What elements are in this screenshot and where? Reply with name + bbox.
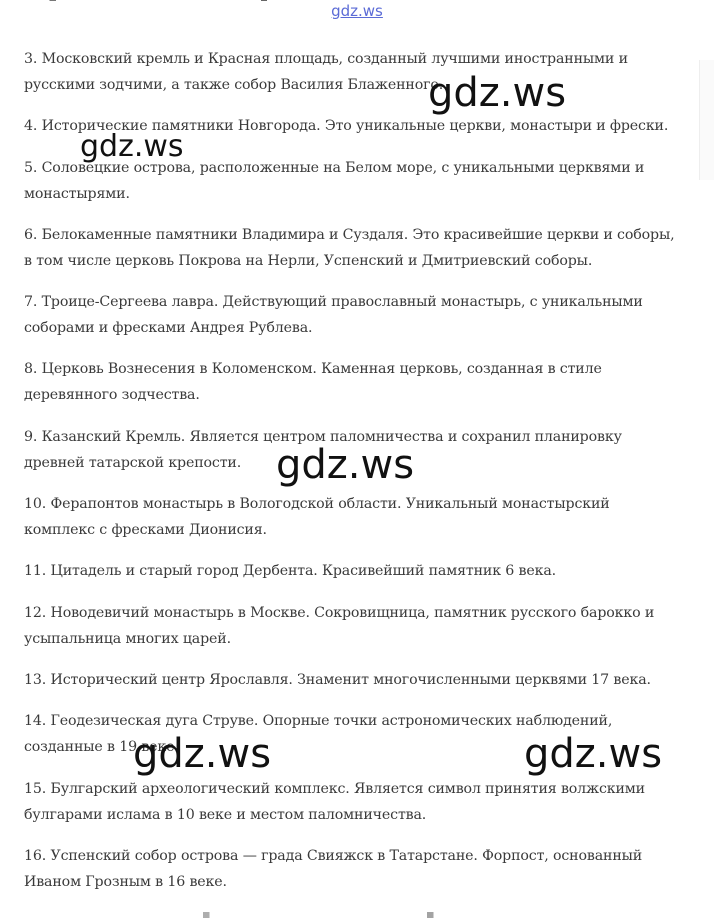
list-item: 12. Новодевичий монастырь в Москве. Сокровищница, памятник русского барокко и усыпальница многих царей.: [24, 605, 655, 647]
list-item: 16. Успенский собор острова — града Свияжск в Татарстане. Форпост, основанный Иваном Грозным в 16 веке.: [24, 848, 643, 890]
list-item: 14. Геодезическая дуга Струве. Опорные точки астрономических наблюдений, созданные в 19 веке.: [24, 713, 613, 755]
site-logo-link[interactable]: gdz.ws: [331, 2, 383, 20]
list-item: 8. Церковь Вознесения в Коломенском. Каменная церковь, созданная в стиле деревянного зодчества.: [24, 361, 602, 403]
list-item: 11. Цитадель и старый город Дербента. Красивейший памятник 6 века.: [24, 563, 556, 579]
list-item: 5. Соловецкие острова, расположенные на Белом море, с уникальными церквями и монастырями.: [24, 160, 645, 202]
watermark-logo: gdz.ws: [428, 70, 567, 116]
list-item: 9. Казанский Кремль. Является центром паломничества и сохранил планировку древней татарской крепости.: [24, 429, 622, 471]
list-item: 15. Булгарский археологический комплекс. Является символ принятия волжскими булгарами ислама в 10 веке и местом паломничества.: [24, 781, 645, 823]
list-item: 4. Исторические памятники Новгорода. Это уникальные церкви, монастыри и фрески.: [24, 118, 669, 134]
watermark-logo: gdz.ws: [133, 731, 272, 777]
list-item: 7. Троице-Сергеева лавра. Действующий православный монастырь, с уникальными соборами и фресками Андрея Рублева.: [24, 294, 643, 336]
watermark-logo: gdz.ws: [276, 442, 415, 488]
page-edge-shadow: [699, 60, 714, 180]
cropped-next-line: [24, 912, 664, 918]
list-item: 10. Ферапонтов монастырь в Вологодской области. Уникальный монастырский комплекс с фресками Дионисия.: [24, 496, 610, 538]
watermark-logo: gdz.ws: [80, 129, 184, 164]
list-item: 13. Исторический центр Ярославля. Знаменит многочисленными церквями 17 века.: [24, 672, 651, 688]
watermark-logo: gdz.ws: [524, 731, 663, 777]
list-item: 3. Московский кремль и Красная площадь, созданный лучшими иностранными и русскими зодчими, а также собор Василия Блаженного.: [24, 51, 628, 93]
list-item: 6. Белокаменные памятники Владимира и Суздаля. Это красивейшие церкви и соборы, в том числе церковь Покрова на Нерли, Успенский и Дмитриевский соборы.: [24, 227, 675, 269]
